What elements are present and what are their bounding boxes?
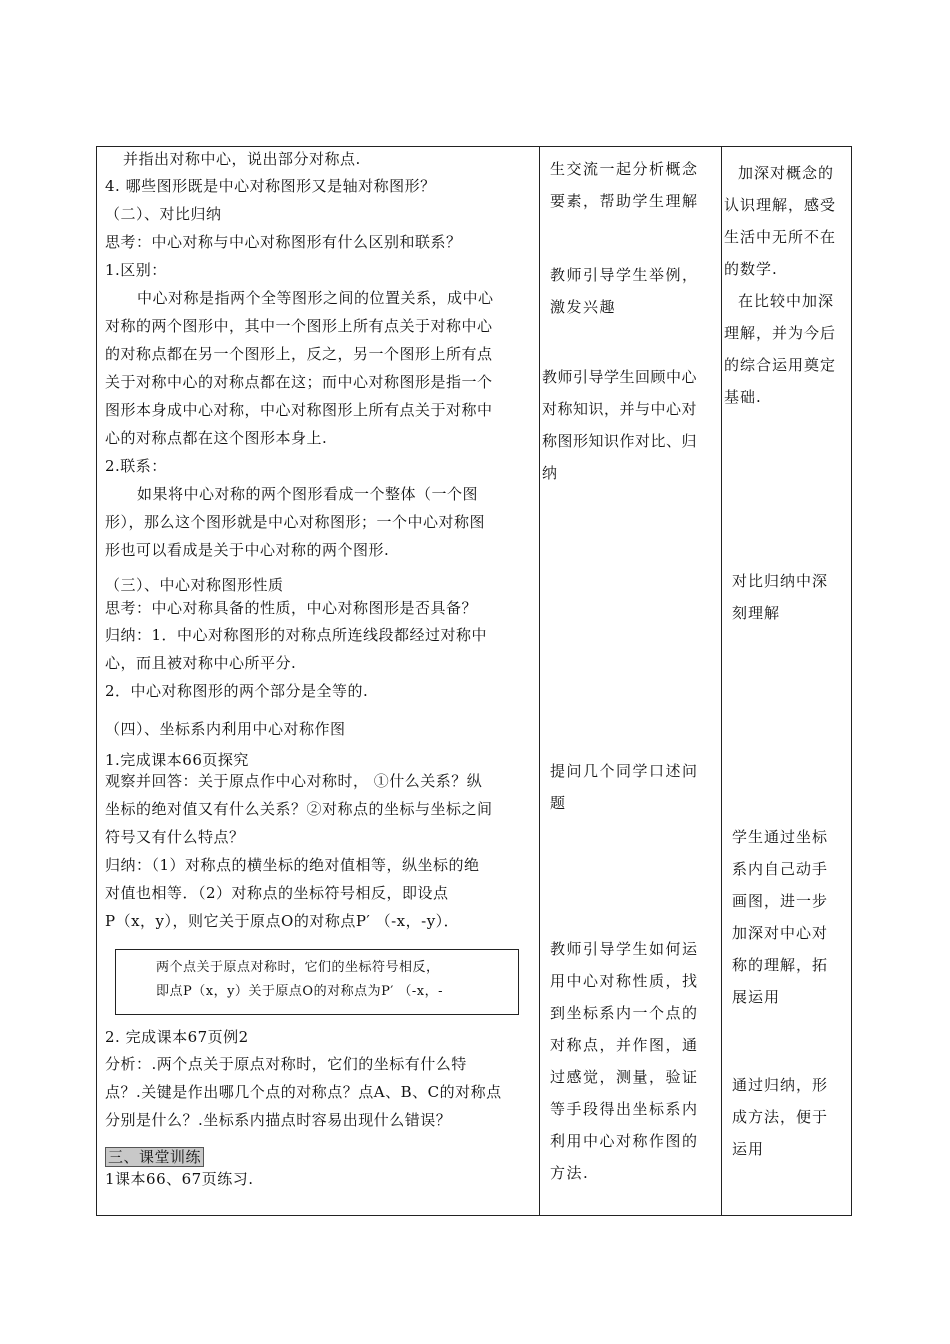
text-line: 2.联系：: [105, 457, 167, 475]
text-line: 称的理解，拓: [732, 956, 829, 974]
text-line: 心的对称点都在这个图形本身上.: [105, 429, 328, 447]
text-line: 图形本身成中心对称，中心对称图形上所有点关于对称中: [105, 401, 493, 419]
text-line: 理解，并为今后: [724, 324, 837, 342]
text-line: 过感觉，测量，验证: [550, 1068, 699, 1086]
text-line: 对称知识，并与中心对: [542, 400, 698, 418]
text-line: 的对称点都在另一个图形上，反之，另一个图形上所有点: [105, 345, 493, 363]
text-line: 加深对概念的: [738, 164, 835, 182]
text-line: 学生通过坐标: [732, 828, 829, 846]
text-line: 并指出对称中心，说出部分对称点.: [123, 150, 361, 168]
text-line: 激发兴趣: [550, 298, 617, 316]
text-line: 基础.: [724, 388, 762, 406]
text-line: 对称的两个图形中，其中一个图形上所有点关于对称中心: [105, 317, 493, 335]
text-line: 2. 完成课本67页例2: [105, 1028, 249, 1046]
text-line: 教师引导学生如何运: [550, 940, 699, 958]
text-line: 成方法，便于: [732, 1108, 829, 1126]
text-line: 方法.: [550, 1164, 590, 1182]
text-line: 符号又有什么特点？: [105, 828, 245, 846]
text-line: 的数学.: [724, 260, 778, 278]
text-line: 刻理解: [732, 604, 781, 622]
text-line: 纳: [542, 464, 558, 482]
text-line: 如果将中心对称的两个图形看成一个整体（一个图: [137, 485, 479, 503]
text-line: 思考：中心对称具备的性质，中心对称图形是否具备？: [105, 599, 478, 617]
text-line: 归纳：1．中心对称图形的对称点所连线段都经过对称中: [105, 626, 488, 644]
summary-box: [115, 949, 519, 1015]
text-line: 运用: [732, 1140, 765, 1158]
text-line: 的综合运用奠定: [724, 356, 837, 374]
text-line: 到坐标系内一个点的: [550, 1004, 699, 1022]
text-line: 利用中心对称作图的: [550, 1132, 699, 1150]
text-line: 观察并回答：关于原点作中心对称时， ①什么关系？纵: [105, 772, 483, 790]
section-heading: （四）、坐标系内利用中心对称作图: [105, 720, 346, 738]
text-line: 中心对称是指两个全等图形之间的位置关系，成中心: [137, 289, 494, 307]
text-line: 教师引导学生举例，: [550, 266, 699, 284]
text-line: 认识理解，感受: [724, 196, 837, 214]
text-line: 形也可以看成是关于中心对称的两个图形.: [105, 541, 390, 559]
text-line: 在比较中加深: [738, 292, 835, 310]
section-heading: （二）、对比归纳: [105, 205, 222, 223]
design-intent-column: [722, 147, 851, 1215]
text-line: 等手段得出坐标系内: [550, 1100, 699, 1118]
text-line: 1课本66、67页练习.: [105, 1170, 254, 1188]
text-line: 归纳：（1）对称点的横坐标的绝对值相等，纵坐标的绝: [105, 856, 480, 874]
text-line: 系内自己动手: [732, 860, 829, 878]
text-line: 通过归纳，形: [732, 1076, 829, 1094]
text-line: 分析：.两个点关于原点对称时，它们的坐标有什么特: [105, 1055, 467, 1073]
text-line: 2．中心对称图形的两个部分是全等的.: [105, 682, 369, 700]
text-line: 分别是什么？.坐标系内描点时容易出现什么错误？: [105, 1111, 452, 1129]
text-line: 对比归纳中深: [732, 572, 829, 590]
text-line: 坐标的绝对值又有什么关系？②对称点的坐标与坐标之间: [105, 800, 493, 818]
text-line: P（x，y），则它关于原点O的对称点P′ （-x，-y）．: [105, 912, 460, 930]
text-line: 生活中无所不在: [724, 228, 837, 246]
text-line: 展运用: [732, 988, 781, 1006]
text-line: 提问几个同学口述问: [550, 762, 699, 780]
text-line: 1.区别：: [105, 261, 167, 279]
text-line: 加深对中心对: [732, 924, 829, 942]
text-line: 点？.关键是作出哪几个点的对称点？点A、B、C的对称点: [105, 1083, 502, 1101]
class-practice-heading: 三、课堂训练: [105, 1147, 204, 1167]
text-line: 称图形知识作对比、归: [542, 432, 698, 450]
box-line: 即点P（x，y）关于原点O的对称点为P′ （-x，-: [156, 984, 444, 999]
lesson-table: [96, 146, 852, 1216]
text-line: 形），那么这个图形就是中心对称图形；一个中心对称图: [105, 513, 486, 531]
text-line: 思考：中心对称与中心对称图形有什么区别和联系？: [105, 233, 462, 251]
text-line: 画图，进一步: [732, 892, 829, 910]
text-line: 1.完成课本66页探究: [105, 751, 249, 769]
text-line: 要素，帮助学生理解: [550, 192, 699, 210]
section-heading: （三）、中心对称图形性质: [105, 576, 284, 594]
text-line: 关于对称中心的对称点都在这；而中心对称图形是指一个: [105, 373, 493, 391]
text-line: 对称点，并作图，通: [550, 1036, 699, 1054]
text-line: 生交流一起分析概念: [550, 160, 699, 178]
text-line: 教师引导学生回顾中心: [542, 368, 698, 386]
text-line: 用中心对称性质，找: [550, 972, 699, 990]
text-line: 4. 哪些图形既是中心对称图形又是轴对称图形？: [105, 177, 436, 195]
section-heading: [105, 1147, 204, 1167]
text-line: 心，而且被对称中心所平分.: [105, 654, 297, 672]
teaching-content-column: [97, 147, 540, 1215]
text-line: 题: [550, 794, 567, 812]
box-line: 两个点关于原点对称时，它们的坐标符号相反，: [156, 960, 440, 975]
text-line: 对值也相等．（2）对称点的坐标符号相反，即设点: [105, 884, 449, 902]
teacher-activity-column: [540, 147, 722, 1215]
